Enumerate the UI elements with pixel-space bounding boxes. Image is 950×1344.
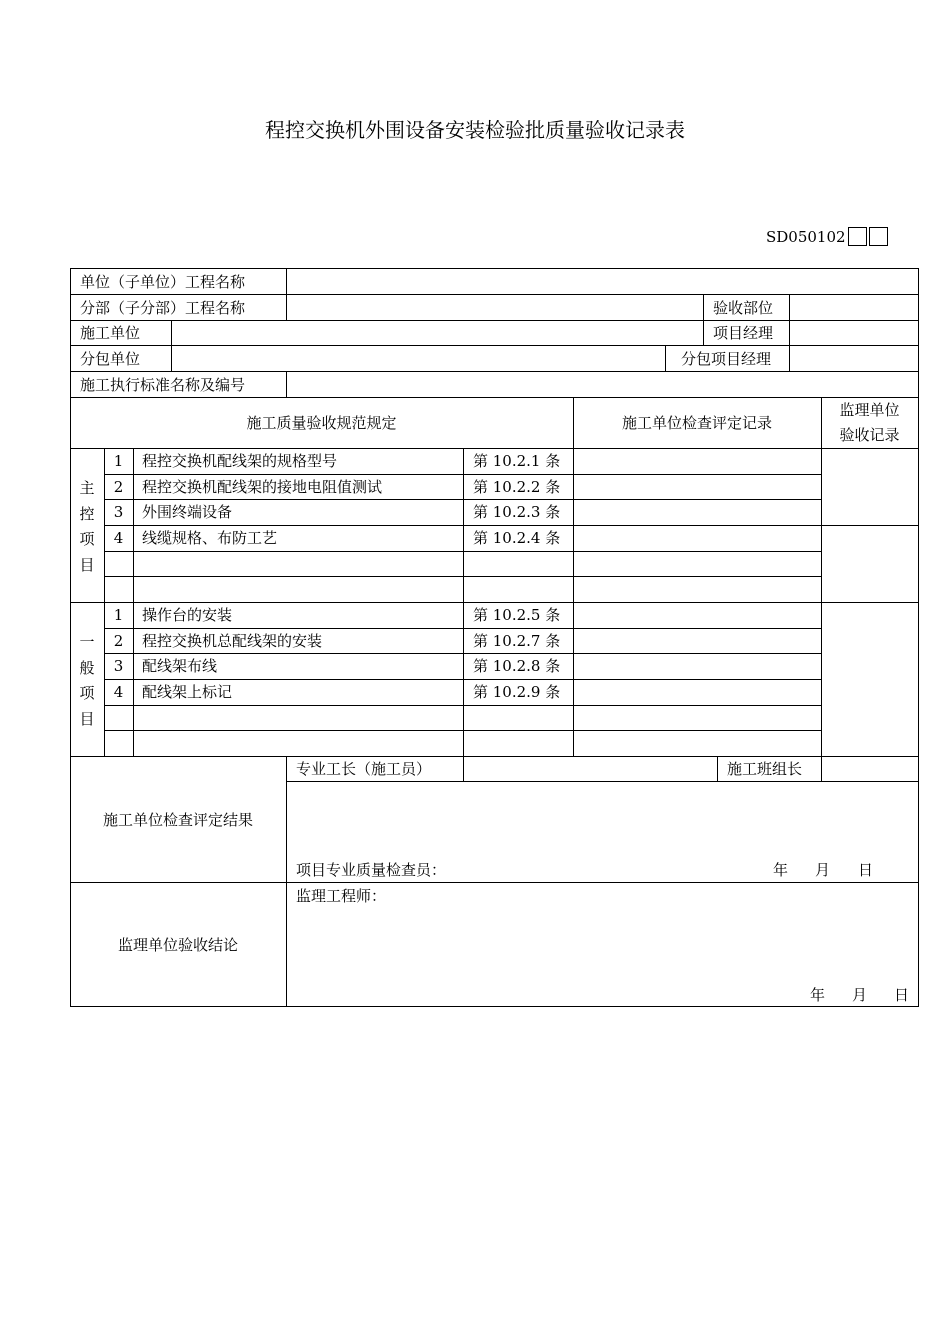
main-label-char: 项 xyxy=(79,530,95,548)
main-item-clause: 第 10.2.2 条 xyxy=(473,478,561,496)
foreman-label: 专业工长（施工员） xyxy=(296,760,432,778)
spec-column-header: 施工质量验收规范规定 xyxy=(246,414,397,432)
general-item-clause: 第 10.2.8 条 xyxy=(473,657,561,675)
general-item-name: 操作台的安装 xyxy=(142,606,233,624)
general-item-name: 程控交换机总配线架的安装 xyxy=(142,632,323,650)
main-item-no: 3 xyxy=(113,503,124,521)
construction-result-label: 施工单位检查评定结果 xyxy=(102,811,253,829)
page-title: 程控交换机外围设备安装检验批质量验收记录表 xyxy=(265,118,685,142)
general-label-char: 般 xyxy=(79,658,95,677)
main-item-clause: 第 10.2.1 条 xyxy=(473,452,561,470)
general-item-clause: 第 10.2.9 条 xyxy=(473,683,561,701)
team-leader-label: 施工班组长 xyxy=(727,760,803,778)
general-item-name: 配线架布线 xyxy=(142,657,218,675)
general-item-no: 3 xyxy=(113,657,124,675)
main-item-name: 外围终端设备 xyxy=(142,503,233,521)
construction-record-column-header: 施工单位检查评定记录 xyxy=(621,414,772,432)
general-item-no: 2 xyxy=(113,632,124,650)
inspector-date-year: 年 xyxy=(773,861,789,879)
main-item-name: 线缆规格、布防工艺 xyxy=(142,529,278,547)
main-item-clause: 第 10.2.3 条 xyxy=(473,503,561,521)
main-item-no: 1 xyxy=(113,452,124,470)
main-item-name: 程控交换机配线架的接地电阻值测试 xyxy=(142,478,383,496)
general-item-clause: 第 10.2.5 条 xyxy=(473,606,561,624)
general-item-no: 1 xyxy=(113,606,124,624)
supervision-date-day: 日 xyxy=(894,986,910,1004)
inspection-part-label: 验收部位 xyxy=(713,299,774,317)
subcontract-manager-label: 分包项目经理 xyxy=(681,350,772,368)
inspector-date-day: 日 xyxy=(858,861,874,879)
main-item-no: 4 xyxy=(113,529,124,547)
main-item-no: 2 xyxy=(113,478,124,496)
unit-project-name-label: 单位（子单位）工程名称 xyxy=(80,273,246,291)
general-item-no: 4 xyxy=(113,683,124,701)
supervision-engineer-label: 监理工程师： xyxy=(296,887,387,905)
form-code-text: SD050102 xyxy=(766,227,846,246)
main-items-label xyxy=(76,476,98,578)
general-label-char: 目 xyxy=(79,709,95,728)
supervision-record-header-line2: 验收记录 xyxy=(839,426,900,444)
quality-inspector-label: 项目专业质量检查员： xyxy=(296,861,447,879)
subcontract-unit-label: 分包单位 xyxy=(80,350,141,368)
main-label-char: 主 xyxy=(79,479,95,497)
main-item-clause: 第 10.2.4 条 xyxy=(473,529,561,547)
general-items-label xyxy=(76,630,98,732)
general-item-clause: 第 10.2.7 条 xyxy=(473,632,561,650)
main-label-char: 目 xyxy=(79,555,95,574)
supervision-date-year: 年 xyxy=(810,986,826,1004)
construction-unit-label: 施工单位 xyxy=(80,324,141,342)
general-label-char: 项 xyxy=(79,684,95,702)
inspector-date-month: 月 xyxy=(815,861,831,879)
main-item-name: 程控交换机配线架的规格型号 xyxy=(142,452,338,470)
general-item-name: 配线架上标记 xyxy=(142,683,233,701)
general-label-char: 一 xyxy=(79,633,95,651)
supervision-conclusion-label: 监理单位验收结论 xyxy=(117,936,238,954)
supervision-date-month: 月 xyxy=(852,986,868,1004)
project-manager-label: 项目经理 xyxy=(713,324,774,342)
supervision-record-header-line1: 监理单位 xyxy=(839,401,900,419)
sub-project-name-label: 分部（子分部）工程名称 xyxy=(80,299,246,317)
main-label-char: 控 xyxy=(79,504,95,523)
standard-label: 施工执行标准名称及编号 xyxy=(80,376,246,394)
